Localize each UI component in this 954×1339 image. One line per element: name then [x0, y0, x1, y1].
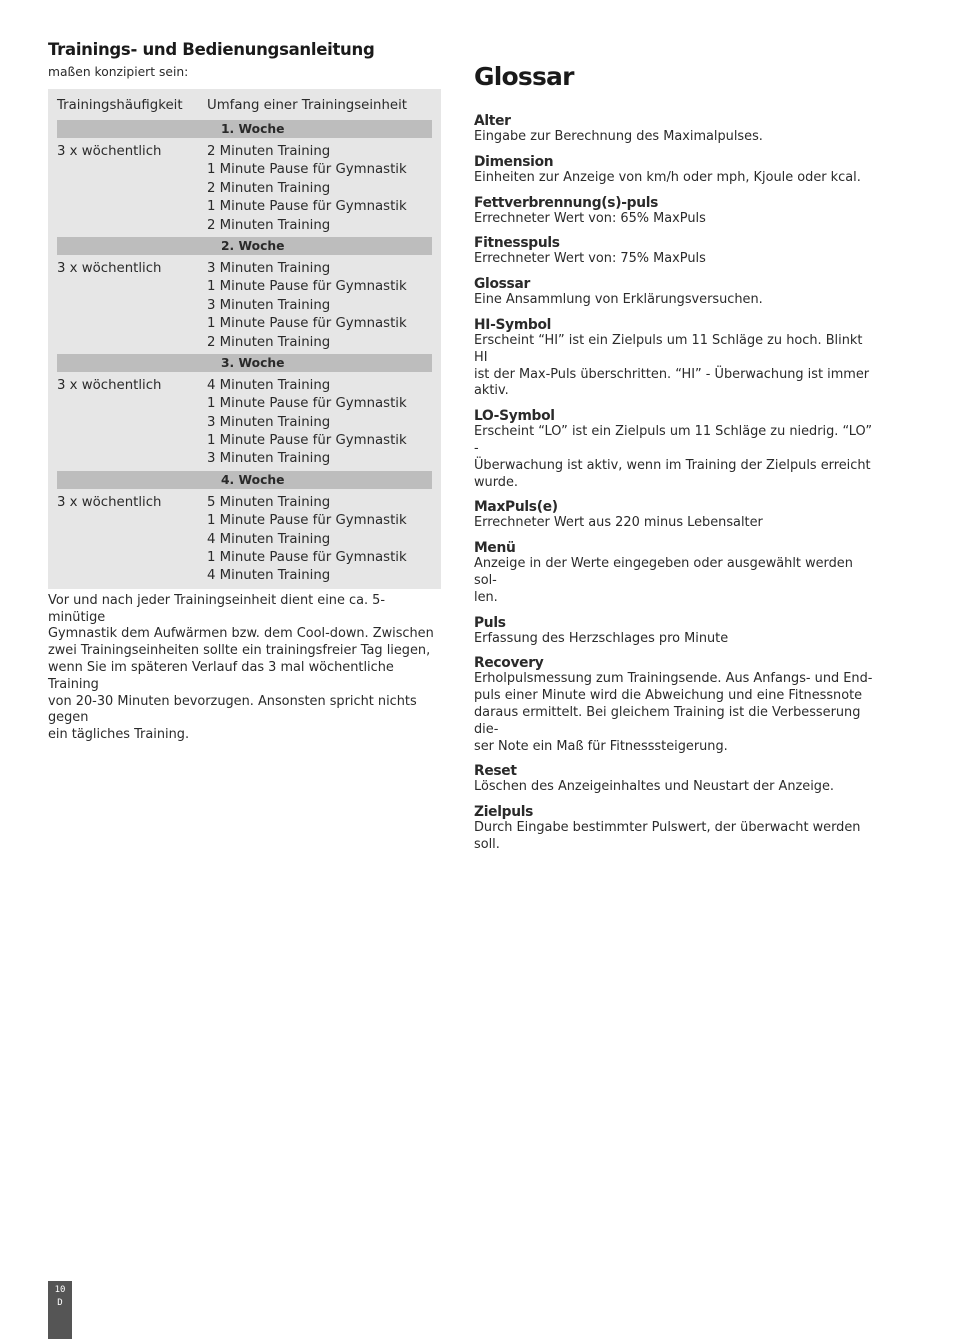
week-item: 3 Minuten Training [207, 414, 331, 430]
glossar-term: Dimension [474, 153, 554, 170]
glossar-definition-line: Eingabe zur Berechnung des Maximalpulses. [474, 129, 763, 144]
training-table [48, 89, 441, 589]
glossar-term: LO-Symbol [474, 408, 555, 425]
glossar-entry [474, 763, 874, 796]
glossar-entry [474, 655, 874, 755]
glossar-entry [474, 317, 874, 400]
week-frequency: 3 x wöchentlich [57, 494, 162, 510]
intro-text: maßen konzipiert sein: [48, 65, 189, 79]
glossar-definition-line: Löschen des Anzeigeinhaltes und Neustart der Anzeige. [474, 779, 834, 795]
glossar-term: Glossar [474, 276, 530, 293]
training-note [48, 593, 441, 744]
section-title: Trainings- und Bedienungsanleitung [48, 40, 375, 59]
weeks-container [57, 120, 432, 586]
page-tab [48, 1281, 72, 1339]
week-frequency: 3 x wöchentlich [57, 377, 162, 393]
glossar-definition-line: Erscheint “LO” ist ein Zielpuls um 11 Schläge zu niedrig. “LO” - [474, 424, 873, 456]
glossar-term: Menü [474, 540, 516, 557]
header-scope: Umfang einer Trainingseinheit [207, 98, 407, 113]
week-frequency: 3 x wöchentlich [57, 260, 162, 276]
week-item: 1 Minute Pause für Gymnastik [207, 162, 407, 178]
week-item: 4 Minuten Training [207, 568, 331, 584]
week-item: 1 Minute Pause für Gymnastik [207, 396, 407, 412]
glossar-term: MaxPuls(e) [474, 499, 558, 516]
note-line: ein tägliches Training. [48, 727, 190, 743]
week-row [57, 377, 432, 469]
week-item: 2 Minuten Training [207, 217, 331, 233]
week-row [57, 143, 432, 235]
glossar-definition-line: Durch Eingabe bestimmter Pulswert, der überwacht werden soll. [474, 820, 861, 852]
table-header-row [57, 93, 432, 118]
glossar-definition-line: aktiv. [474, 383, 509, 399]
week-row [57, 260, 432, 352]
glossar-term: Puls [474, 614, 506, 631]
week-item: 3 Minuten Training [207, 451, 331, 467]
week-frequency: 3 x wöchentlich [57, 144, 162, 159]
glossar-term: Recovery [474, 655, 544, 672]
glossar-definition-line: Erholpulsmessung zum Trainingsende. Aus Anfangs- und End- [474, 671, 873, 687]
glossar-term: HI-Symbol [474, 316, 552, 333]
week-item: 3 Minuten Training [207, 260, 331, 276]
week-item: 1 Minute Pause für Gymnastik [207, 279, 407, 295]
glossar-definition-line: Eine Ansammlung von Erklärungsversuchen. [474, 292, 763, 308]
glossar-entry [474, 235, 874, 268]
week-frequency-cell [57, 377, 207, 469]
glossar-definition-line: ist der Max-Puls überschritten. “HI” - Überwachung ist immer [474, 366, 870, 382]
right-column [474, 62, 874, 862]
glossar-title: Glossar [474, 62, 574, 91]
glossar-entry [474, 408, 874, 491]
week-label: 3. Woche [57, 354, 432, 372]
glossar-definition-line: Errechneter Wert von: 75% MaxPuls [474, 251, 706, 267]
glossar-definition-line: Einheiten zur Anzeige von km/h oder mph, Kjoule oder kcal. [474, 169, 861, 185]
glossar-definition-line: ser Note ein Maß für Fitnesssteigerung. [474, 738, 728, 754]
week-frequency-cell [57, 494, 207, 586]
glossar-term: Alter [474, 113, 511, 129]
week-item: 4 Minuten Training [207, 377, 331, 393]
glossar-definition-line: wurde. [474, 474, 518, 490]
glossar-definition-line: len. [474, 589, 498, 605]
note-line: wenn Sie im späteren Verlauf das 3 mal wöchentliche Training [48, 660, 394, 692]
week-items-cell [207, 494, 432, 586]
glossar-entry [474, 499, 874, 532]
glossar-entry [474, 113, 874, 146]
week-item: 1 Minute Pause für Gymnastik [207, 316, 407, 332]
glossar-entry [474, 154, 874, 187]
glossar-term: Reset [474, 763, 517, 780]
note-line: Vor und nach jeder Trainingseinheit dient eine ca. 5-minütige [48, 592, 386, 625]
week-frequency-cell [57, 143, 207, 235]
week-item: 5 Minuten Training [207, 494, 331, 510]
week-label: 1. Woche [57, 120, 432, 138]
week-item: 2 Minuten Training [207, 180, 331, 196]
week-item: 1 Minute Pause für Gymnastik [207, 550, 407, 566]
week-item: 1 Minute Pause für Gymnastik [207, 433, 407, 449]
note-line: zwei Trainingseinheiten sollte ein trainingsfreier Tag liegen, [48, 643, 431, 659]
glossar-definition-line: Überwachung ist aktiv, wenn im Training der Zielpuls erreicht [474, 457, 871, 473]
week-label: 4. Woche [57, 471, 432, 489]
week-item: 2 Minuten Training [207, 334, 331, 350]
week-items-cell [207, 260, 432, 352]
glossar-definition-line: Errechneter Wert von: 65% MaxPuls [474, 210, 706, 226]
glossar-term: Fettverbrennung(s)-puls [474, 194, 659, 211]
glossar-definition-line: daraus ermittelt. Bei gleichem Training ist die Verbesserung die- [474, 704, 861, 737]
note-line: von 20-30 Minuten bevorzugen. Ansonsten spricht nichts gegen [48, 693, 417, 726]
glossar-term: Zielpuls [474, 804, 534, 821]
glossar-entry [474, 540, 874, 606]
glossar-definition-line: Errechneter Wert aus 220 minus Lebensalter [474, 515, 763, 531]
note-line: Gymnastik dem Aufwärmen bzw. dem Cool-down. Zwischen [48, 626, 434, 642]
glossar-entry [474, 804, 874, 854]
week-items-cell [207, 143, 432, 235]
glossar-definition-line: Erscheint “HI” ist ein Zielpuls um 11 Schläge zu hoch. Blinkt HI [474, 332, 863, 365]
week-item: 1 Minute Pause für Gymnastik [207, 513, 407, 529]
glossar-term: Fitnesspuls [474, 235, 560, 252]
language-code: D [57, 1298, 63, 1308]
glossar-list [474, 113, 874, 854]
week-items-cell [207, 377, 432, 469]
glossar-definition-line: puls einer Minute wird die Abweichung und eine Fitnessnote [474, 688, 863, 704]
page-number: 10 [54, 1285, 66, 1295]
glossar-definition-line: Erfassung des Herzschlages pro Minute [474, 630, 729, 646]
week-label: 2. Woche [57, 237, 432, 255]
week-item: 2 Minuten Training [207, 144, 331, 159]
header-frequency: Trainingshäufigkeit [57, 98, 183, 113]
week-item: 4 Minuten Training [207, 531, 331, 547]
left-column [48, 40, 441, 744]
glossar-entry [474, 195, 874, 228]
week-item: 1 Minute Pause für Gymnastik [207, 199, 407, 215]
week-frequency-cell [57, 260, 207, 352]
glossar-entry [474, 615, 874, 648]
glossar-entry [474, 276, 874, 309]
week-row [57, 494, 432, 586]
week-item: 3 Minuten Training [207, 297, 331, 313]
glossar-definition-line: Anzeige in der Werte eingegeben oder ausgewählt werden sol- [474, 556, 853, 588]
